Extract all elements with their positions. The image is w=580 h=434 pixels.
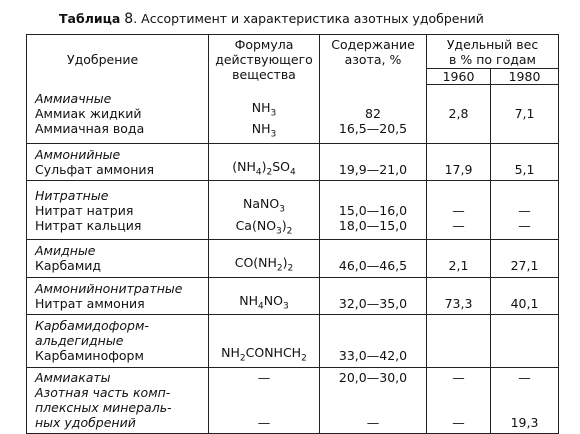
share-1960-value [431, 91, 486, 106]
formula-value: $NH_2CONHCH_2$ [221, 345, 307, 364]
formula-cell [209, 143, 320, 181]
formula-cell [209, 181, 320, 240]
nitrogen-content-cell [320, 367, 427, 433]
nitrogen-content-value [324, 385, 422, 400]
share-1960-value: — [452, 370, 465, 385]
share-1960-cell [427, 367, 491, 433]
share-1960-cell [427, 315, 491, 368]
share-1980-cell [491, 315, 559, 368]
nitrogen-content-value [324, 318, 422, 333]
table-row [27, 315, 559, 368]
category-label: Аммиачные [35, 91, 112, 106]
category-label: плексных минераль- [35, 400, 172, 415]
formula-value: $Ca(NO_3)_2$ [235, 217, 293, 236]
formula-value: — [257, 415, 271, 430]
share-1960-value: 2,8 [448, 106, 469, 122]
share-1960-value: — [452, 217, 465, 233]
fertilizer-name: Карбамид [35, 258, 102, 274]
category-label: альдегидные [35, 333, 124, 349]
table-row [27, 367, 559, 433]
fertilizer-name: Аммиак жидкий [35, 106, 142, 121]
share-1960-cell [427, 143, 491, 181]
share-1980-value [495, 318, 554, 333]
nitrogen-content-cell [320, 85, 427, 144]
share-1960-value: — [452, 415, 465, 430]
header-year-1960: 1960 [427, 69, 491, 85]
nitrogen-content-cell [320, 315, 427, 368]
fertilizer-name-cell [27, 315, 209, 368]
share-1980-value [495, 400, 554, 415]
share-1960-value [431, 188, 486, 203]
nitrogen-content-value [324, 188, 422, 203]
table-row [27, 240, 559, 278]
fertilizer-name: Нитрат натрия [35, 202, 134, 218]
formula-cell [209, 367, 320, 433]
share-1980-value: — [518, 202, 531, 218]
share-1980-value [495, 147, 554, 162]
formula-value: $NH_3$ [251, 121, 277, 140]
fertilizer-table [26, 34, 559, 434]
share-1980-value [495, 121, 554, 136]
nitrogen-content-cell [320, 277, 427, 315]
share-1960-cell [427, 181, 491, 240]
header-formula: Формула действующего вещества [209, 35, 320, 85]
share-1960-value [431, 147, 486, 162]
formula-value [213, 85, 315, 100]
nitrogen-content-cell [320, 143, 427, 181]
fertilizer-name-cell [27, 367, 209, 433]
share-1980-value: 19,3 [510, 415, 539, 430]
header-year-1980: 1980 [491, 69, 559, 85]
formula-value: $CO(NH_2)_2$ [234, 255, 294, 274]
table-caption [59, 11, 484, 27]
share-1960-value [431, 121, 486, 136]
nitrogen-content-value: 82 [365, 106, 381, 121]
share-1980-value [495, 281, 554, 296]
table-row [27, 181, 559, 240]
formula-value [213, 240, 315, 255]
share-1960-value [431, 318, 486, 333]
category-label: Нитратные [35, 187, 109, 203]
formula-cell [209, 315, 320, 368]
share-1980-value [495, 348, 554, 363]
share-1980-value [495, 188, 554, 203]
share-1980-value: — [518, 217, 531, 233]
category-label: Аммонийные [35, 146, 121, 162]
header-fertilizer: Удобрение [27, 35, 209, 85]
header-content: Содержание азота, % [320, 35, 427, 85]
caption-text: . Ассортимент и характеристика азотных удобрений [133, 11, 484, 26]
formula-value [213, 278, 315, 293]
share-1980-value: 5,1 [514, 161, 535, 177]
nitrogen-content-value: 33,0—42,0 [338, 348, 408, 364]
nitrogen-content-cell [320, 181, 427, 240]
nitrogen-content-cell [320, 240, 427, 278]
caption-number: 8 [124, 11, 134, 27]
caption-label: Таблица [59, 11, 121, 26]
share-1980-cell [491, 277, 559, 315]
fertilizer-name: Нитрат аммония [35, 295, 145, 311]
fertilizer-name-cell [27, 143, 209, 181]
share-1980-value [495, 91, 554, 106]
table-row [27, 85, 559, 144]
share-1980-cell [491, 85, 559, 144]
formula-cell [209, 240, 320, 278]
formula-cell [209, 85, 320, 144]
share-1980-value: 40,1 [510, 295, 539, 311]
nitrogen-content-value [324, 400, 422, 415]
nitrogen-content-value [324, 91, 422, 106]
share-1980-value [495, 333, 554, 348]
formula-value: $(NH_4)_2SO_4$ [232, 158, 296, 177]
share-1980-cell [491, 143, 559, 181]
formula-value: — [257, 370, 271, 385]
nitrogen-content-value: 46,0—46,5 [338, 258, 408, 274]
table-row [27, 143, 559, 181]
share-1960-value: 2,1 [448, 258, 469, 274]
share-1980-cell [491, 367, 559, 433]
share-1980-cell [491, 240, 559, 278]
nitrogen-content-value: 15,0—16,0 [338, 202, 408, 218]
fertilizer-name-cell [27, 181, 209, 240]
share-1980-value: 27,1 [510, 258, 539, 274]
share-1960-value [431, 333, 486, 348]
share-1980-value: 7,1 [514, 106, 535, 122]
share-1960-cell [427, 277, 491, 315]
fertilizer-name-cell [27, 277, 209, 315]
share-1960-value [431, 348, 486, 363]
nitrogen-content-value: 16,5—20,5 [338, 121, 408, 136]
nitrogen-content-value: 19,9—21,0 [338, 161, 408, 177]
share-1980-value [495, 385, 554, 400]
share-1980-cell [491, 181, 559, 240]
formula-cell [209, 277, 320, 315]
formula-value [213, 330, 315, 345]
header-weight: Удельный вес в % по годам [427, 35, 559, 69]
formula-value [213, 400, 315, 415]
fertilizer-name-cell [27, 85, 209, 144]
fertilizer-name: Карбаминоформ [35, 348, 144, 364]
nitrogen-content-value [324, 281, 422, 296]
share-1960-value [431, 281, 486, 296]
table-row [27, 277, 559, 315]
formula-value [213, 144, 315, 159]
share-1980-value [495, 243, 554, 258]
nitrogen-content-value [324, 333, 422, 348]
formula-value: $NH_4NO_3$ [239, 292, 289, 311]
category-label: Аммонийнонитратные [35, 280, 183, 296]
share-1960-value: — [452, 202, 465, 218]
nitrogen-content-value [324, 147, 422, 162]
formula-value [213, 385, 315, 400]
category-label: Амидные [35, 243, 96, 259]
nitrogen-content-value: 18,0—15,0 [338, 217, 408, 233]
share-1980-value: — [518, 370, 531, 385]
share-1960-value [431, 385, 486, 400]
fertilizer-name: Сульфат аммония [35, 161, 155, 177]
share-1960-value [431, 243, 486, 258]
share-1960-value: 17,9 [444, 161, 473, 177]
nitrogen-content-value: — [366, 415, 380, 430]
fertilizer-name-cell [27, 240, 209, 278]
formula-value [213, 315, 315, 330]
nitrogen-content-value [324, 243, 422, 258]
formula-value [213, 181, 315, 196]
formula-value: NaNO$_3$ [243, 196, 285, 215]
category-label: Карбамидоформ- [35, 318, 149, 334]
share-1960-cell [427, 85, 491, 144]
fertilizer-name: Нитрат кальция [35, 217, 142, 233]
formula-value: $NH_3$ [251, 99, 277, 118]
nitrogen-content-value: 20,0—30,0 [338, 370, 408, 385]
share-1960-cell [427, 240, 491, 278]
category-label: Азотная часть комп- [35, 385, 171, 400]
share-1960-value: 73,3 [444, 295, 473, 311]
category-label: Аммиакаты [35, 370, 111, 385]
category-label: ных удобрений [35, 415, 136, 430]
nitrogen-content-value: 32,0—35,0 [338, 295, 408, 311]
share-1960-value [431, 400, 486, 415]
fertilizer-name: Аммиачная вода [35, 121, 145, 136]
